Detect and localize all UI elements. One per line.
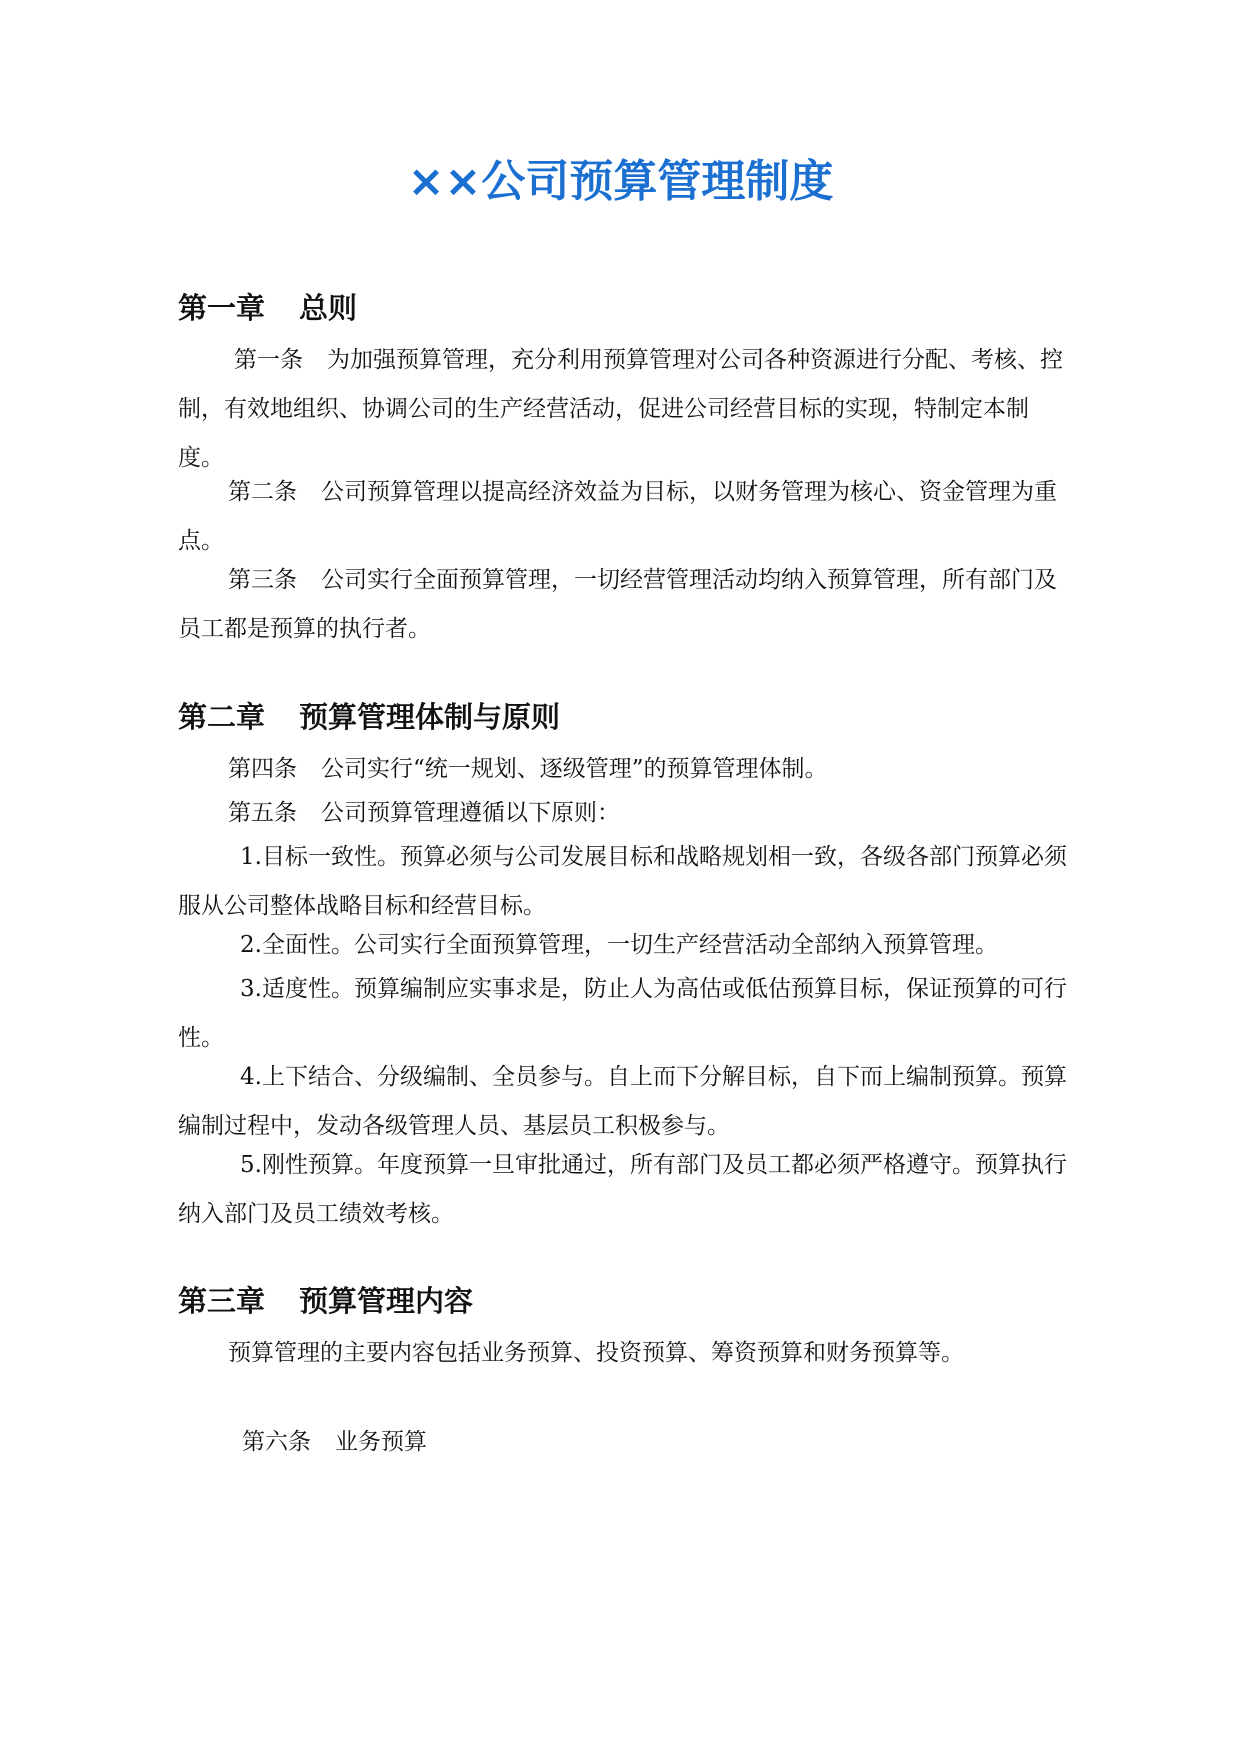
article-2-label: 第二条 <box>228 479 297 505</box>
chapter-1-name: 总则 <box>299 291 358 325</box>
article-4-text: 公司实行“统一规划、逐级管理”的预算管理体制。 <box>321 756 828 782</box>
article-6 <box>178 1418 1068 1467</box>
chapter-2-number: 第二章 <box>178 700 266 734</box>
chapter-1-number: 第一章 <box>178 291 266 325</box>
article-1-text: 为加强预算管理，充分利用预算管理对公司各种资源进行分配、考核、控制，有效地组织、协调公司的生产经营活动，促进公司经营目标的实现，特制定本制度。 <box>178 347 1063 471</box>
principle-1: 1.目标一致性。预算必须与公司发展目标和战略规划相一致，各级各部门预算必须服从公司整体战略目标和经营目标。 <box>178 844 1067 919</box>
principle-4: 4.上下结合、分级编制、全员参与。自上而下分解目标，自下而上编制预算。预算编制过程中，发动各级管理人员、基层员工积极参与。 <box>178 1064 1067 1139</box>
article-3-label: 第三条 <box>228 567 297 593</box>
article-5 <box>178 789 1068 838</box>
article-5-label: 第五条 <box>228 800 297 826</box>
chapter-3-heading <box>178 1281 1078 1321</box>
article-1-label: 第一条 <box>234 347 303 373</box>
principle-3: 3.适度性。预算编制应实事求是，防止人为高估或低估预算目标，保证预算的可行性。 <box>178 976 1067 1051</box>
chapter-2-heading <box>178 697 1078 737</box>
article-1 <box>178 336 1068 483</box>
article-2-text: 公司预算管理以提高经济效益为目标，以财务管理为核心、资金管理为重点。 <box>178 479 1057 554</box>
principle-5: 5.刚性预算。年度预算一旦审批通过，所有部门及员工都必须严格遵守。预算执行纳入部门及员工绩效考核。 <box>178 1152 1067 1227</box>
article-4-label: 第四条 <box>228 756 297 782</box>
chapter-3-number: 第三章 <box>178 1284 266 1318</box>
chapter-1-heading <box>178 288 1078 328</box>
article-5-text: 公司预算管理遵循以下原则： <box>321 800 620 826</box>
chapter-3-name: 预算管理内容 <box>299 1284 474 1318</box>
document-title: ××公司预算管理制度 <box>407 156 834 207</box>
article-3 <box>178 556 1068 654</box>
article-2 <box>178 468 1068 566</box>
article-3-text: 公司实行全面预算管理，一切经营管理活动均纳入预算管理，所有部门及员工都是预算的执行者。 <box>178 567 1057 642</box>
chapter-2-name: 预算管理体制与原则 <box>299 700 561 734</box>
article-4 <box>178 745 1068 794</box>
principle-2: 2.全面性。公司实行全面预算管理，一切生产经营活动全部纳入预算管理。 <box>240 932 998 958</box>
article-6-label: 第六条 <box>242 1429 311 1455</box>
chapter-3-intro: 预算管理的主要内容包括业务预算、投资预算、筹资预算和财务预算等。 <box>228 1340 964 1366</box>
article-6-text: 业务预算 <box>335 1429 427 1455</box>
